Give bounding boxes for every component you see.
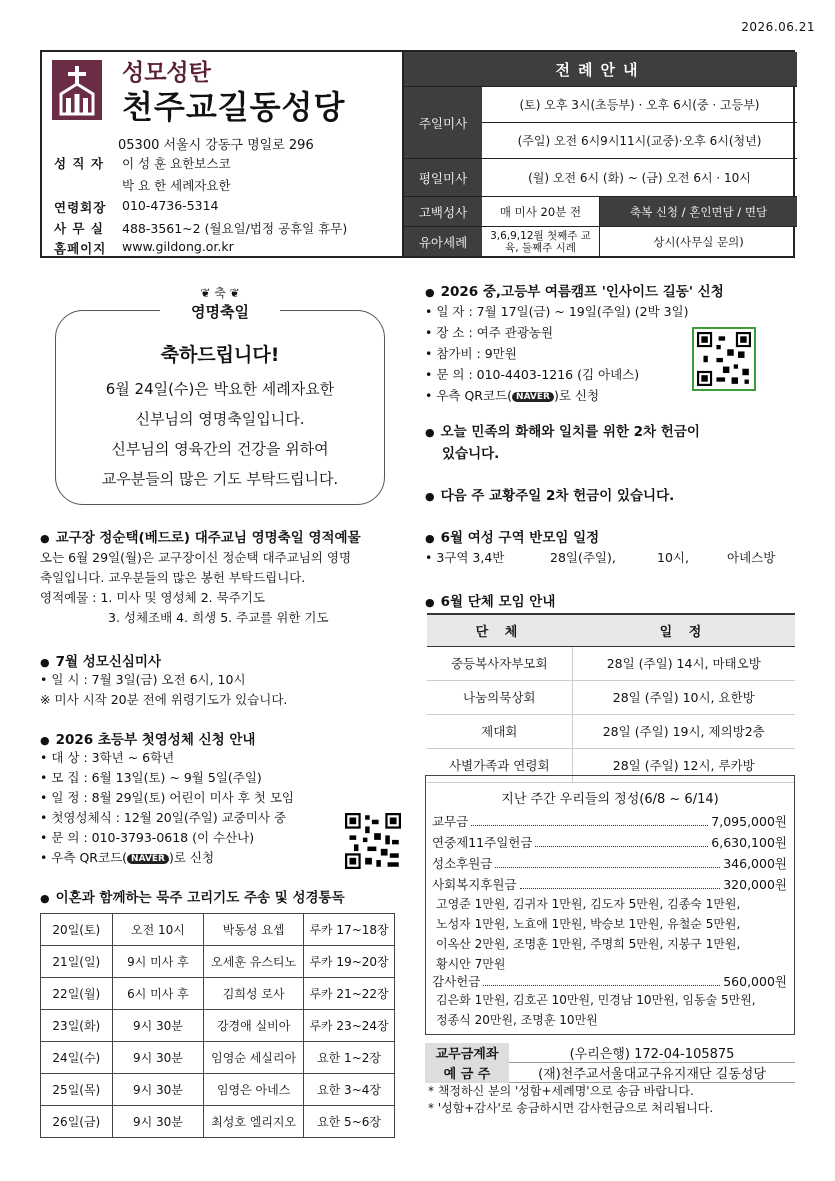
rosary-date: 23일(화) [41, 1010, 113, 1042]
feast-banner-title: 영명축일 [160, 301, 280, 322]
offering-row [432, 972, 787, 990]
group-row [427, 680, 795, 714]
dot-leader [483, 972, 720, 986]
communion-line-2: • 모 집 : 6월 13일(토) ~ 9월 5일(주일) [40, 770, 262, 785]
bishop-feast-title: ● 교구장 정순택(베드로) 대주교님 영명축일 영적예물 [40, 526, 361, 546]
naver-logo: NAVER [127, 854, 169, 864]
rosary-time: 6시 미사 후 [112, 978, 204, 1010]
infant-baptism-schedule: 3,6,9,12월 첫째주 교육, 둘째주 시례 [482, 227, 600, 256]
rosary-date: 25일(목) [41, 1074, 113, 1106]
donor-list [436, 894, 740, 974]
bishop-line-4: 3. 성체조배 4. 희생 5. 주교를 위한 기도 [108, 610, 329, 625]
bank-info [425, 1043, 795, 1083]
feast-banner [160, 284, 280, 322]
rosary-reading: 요한 1~2장 [304, 1042, 395, 1074]
group-name: 제대회 [427, 714, 572, 748]
rosary-date: 22일(월) [41, 978, 113, 1010]
parish-title: 천주교길동성당 [122, 88, 346, 126]
rosary-row [41, 1106, 395, 1138]
weekday-mass-label: 평일미사 [404, 159, 482, 196]
sunday-mass-label: 주일미사 [404, 87, 482, 158]
notice-collection-2: ● 다음 주 교황주일 2차 헌금이 있습니다. [425, 484, 674, 504]
mass-schedule [402, 52, 795, 256]
laurel-left-icon: ❦ [200, 286, 211, 300]
anytime-inquiry: 상시(사무실 문의) [653, 234, 744, 249]
offering-row [432, 854, 787, 872]
communion-line-1: • 대 상 : 3학년 ~ 6학년 [40, 750, 175, 765]
offering-label: 연중제11주일헌금 [432, 835, 533, 850]
rosary-leader: 최성호 엘리지오 [204, 1106, 304, 1138]
dot-leader [535, 833, 708, 847]
offering-amount: 320,000원 [723, 877, 787, 892]
donor-line: 이옥산 2만원, 조명훈 1만원, 주명희 5만원, 지봉구 1만원, [436, 937, 741, 951]
laurel-right-icon: ❦ [229, 286, 240, 300]
groups-title: ● 6월 단체 모임 안내 [425, 590, 555, 610]
group-name: 나눔의묵상회 [427, 680, 572, 714]
rosary-leader: 임영은 아네스 [204, 1074, 304, 1106]
groups-col-group: 단 체 [427, 614, 572, 646]
rosary-reading: 루카 21~22장 [304, 978, 395, 1010]
offering-label: 감사헌금 [432, 974, 481, 989]
feast-line-5: 교우분들의 많은 기도 부탁드립니다. [101, 470, 339, 488]
group-schedule: 28일 (주일) 19시, 제의방2층 [572, 714, 795, 748]
communion-line-3: • 일 정 : 8월 29일(토) 어린이 미사 후 첫 모임 [40, 790, 294, 805]
group-schedule: 28일 (주일) 12시, 루카방 [572, 748, 795, 782]
offering-amount: 346,000원 [723, 856, 787, 871]
group-name: 사별가족과 연령회 [427, 748, 572, 782]
sunday-mass-sunday: (주일) 오전 6시9시11시(교중)·오후 6시(청년) [517, 134, 762, 148]
blessing-request: 축복 신청 / 혼인면담 / 면담 [600, 197, 797, 226]
donor-line: 정종식 20만원, 조명훈 10만원 [436, 1013, 598, 1027]
rosary-time: 9시 30분 [112, 1106, 204, 1138]
naver-logo: NAVER [512, 392, 554, 402]
communion-line-6: • 우측 QR코드( NAVER )로 신청 [40, 850, 215, 865]
bank-note-1: * 책정하신 분의 '성함+세례명'으로 송금 바랍니다. [428, 1084, 694, 1098]
web-row [54, 239, 234, 257]
feast-line-4: 신부님의 영육간의 건강을 위하여 [111, 440, 329, 458]
group-name: 중등복사자부모회 [427, 646, 572, 680]
rosary-leader: 오세훈 유스티노 [204, 946, 304, 978]
offering-row [432, 875, 787, 893]
parish-info [42, 52, 402, 256]
weekday-mass-row [404, 158, 797, 196]
mass-schedule-heading: 전례안내 [404, 52, 797, 86]
confession-time: 매 미사 20분 전 [482, 197, 600, 226]
groups-col-schedule: 일 정 [572, 614, 795, 646]
rosary-reading: 루카 23~24장 [304, 1010, 395, 1042]
council-phone: 010-4736-5314 [122, 198, 219, 213]
parish-subtitle: 성모성탄 [122, 60, 211, 86]
pastor-1: 이 성 훈 요한보스코 [122, 156, 231, 171]
weekday-mass-times: (월) 오전 6시 (화) ~ (금) 오전 6시 · 10시 [528, 171, 751, 185]
group-schedule: 28일 (주일) 14시, 마태오방 [572, 646, 795, 680]
rosary-leader: 강경애 실비아 [204, 1010, 304, 1042]
infant-baptism-label: 유아세례 [404, 227, 482, 256]
group-row [427, 714, 795, 748]
communion-line-5: • 문 의 : 010-3793-0618 (이 수산나) [40, 830, 255, 845]
rosary-date: 26일(금) [41, 1106, 113, 1138]
camp-line-3: • 참가비 : 9만원 [425, 346, 517, 361]
rosary-time: 9시 30분 [112, 1042, 204, 1074]
feast-line-2: 6월 24일(수)은 박요한 세례자요한 [105, 380, 335, 398]
office-row [54, 219, 347, 237]
rosary-reading: 루카 19~20장 [304, 946, 395, 978]
offering-amount: 6,630,100원 [711, 835, 787, 850]
rosary-title: ● 이혼과 함께하는 묵주 고리기도 주송 및 성경통독 [40, 886, 345, 906]
dot-leader [495, 854, 720, 868]
donor-line: 노성자 1만원, 노효애 1만원, 박승보 1만원, 유철순 5만원, [436, 917, 741, 931]
group-row [427, 646, 795, 680]
communion-title: ● 2026 초등부 첫영성체 신청 안내 [40, 728, 255, 748]
offering-row [432, 812, 787, 830]
camp-line-1: • 일 자 : 7월 17일(금) ~ 19일(주일) (2박 3일) [425, 304, 689, 319]
groups-table [427, 613, 795, 783]
qr-code-icon[interactable] [340, 808, 404, 872]
rosary-time: 오전 10시 [112, 914, 204, 946]
donor-line: 고영준 1만원, 김귀자 1만원, 김도자 5만원, 김종숙 1만원, [436, 897, 741, 911]
feast-banner-top: ❦ 축 ❦ [200, 286, 240, 300]
council-label: 연령회장 [54, 200, 107, 215]
feast-line-1: 축하드립니다! [160, 344, 280, 366]
offering-amount: 560,000원 [723, 974, 787, 989]
pastor-2: 박 요 한 세례자요한 [122, 178, 231, 193]
notice-collection-1: ● 오늘 민족의 화해와 일치를 위한 2차 헌금이 [425, 420, 700, 440]
heart-mass-line-1: • 일 시 : 7월 3일(금) 오전 6시, 10시 [40, 672, 246, 687]
rosary-row [41, 1042, 395, 1074]
rosary-row [41, 1074, 395, 1106]
camp-qr-code-icon[interactable] [692, 327, 756, 391]
rosary-row [41, 1010, 395, 1042]
bishop-line-1: 오는 6월 29일(월)은 교구장이신 정순택 대주교님의 영명 [40, 550, 352, 565]
office-phone: 488-3561~2 (월요일/법정 공휴일 휴무) [122, 221, 348, 236]
heart-mass-line-2: ※ 미사 시작 20분 전에 위령기도가 있습니다. [40, 692, 288, 707]
camp-line-2: • 장 소 : 여주 관광농원 [425, 325, 554, 340]
women-meeting-time: 10시, [657, 550, 689, 565]
office-label: 사 무 실 [54, 221, 104, 236]
offering-amount: 7,095,000원 [711, 814, 787, 829]
donor-list [436, 990, 756, 1030]
women-meeting-area: • 3구역 3,4반 [425, 550, 505, 565]
offering-title: 지난 주간 우리들의 정성(6/8 ~ 6/14) [501, 792, 719, 807]
donor-line: 김은화 1만원, 김호곤 10만원, 민경남 10만원, 임동술 5만원, [436, 993, 756, 1007]
rosary-row [41, 946, 395, 978]
rosary-leader: 김희성 로사 [204, 978, 304, 1010]
rosary-time: 9시 30분 [112, 1074, 204, 1106]
bishop-line-2: 축일입니다. 교우분들의 많은 봉헌 부탁드립니다. [40, 570, 306, 585]
account-holder-label: 예 금 주 [425, 1063, 509, 1083]
offering-box [425, 775, 795, 1035]
women-meeting-place: 아녜스방 [727, 550, 776, 565]
camp-title: ● 2026 중,고등부 여름캠프 '인사이드 길동' 신청 [425, 280, 724, 300]
account-holder-name: (재)천주교서울대교구유지재단 길동성당 [509, 1063, 795, 1083]
rosary-date: 24일(수) [41, 1042, 113, 1074]
offering-row [432, 833, 787, 851]
bulletin-date: 2026.06.21 [741, 20, 815, 34]
bank-note-2: * '성함+감사'로 송금하시면 감사헌금으로 처리됩니다. [428, 1101, 714, 1115]
donor-line: 황시안 7만원 [436, 957, 506, 971]
camp-line-5: • 우측 QR코드( NAVER )로 신청 [425, 388, 600, 403]
group-schedule: 28일 (주일) 10시, 요한방 [572, 680, 795, 714]
rosary-table [40, 913, 395, 1138]
rosary-reading: 루카 17~18장 [304, 914, 395, 946]
dot-leader [471, 812, 708, 826]
bishop-line-3: 영적예물 : 1. 미사 및 영성체 2. 묵주기도 [40, 590, 265, 605]
camp-line-4: • 문 의 : 010-4403-1216 (김 아녜스) [425, 367, 640, 382]
rosary-leader: 박동성 요셉 [204, 914, 304, 946]
rosary-time: 9시 30분 [112, 1010, 204, 1042]
rosary-leader: 임영순 세실리아 [204, 1042, 304, 1074]
web-label: 홈페이지 [54, 241, 107, 256]
rosary-reading: 요한 3~4장 [304, 1074, 395, 1106]
women-meeting-date: 28일(주일), [550, 550, 616, 565]
bank-account-number: (우리은행) 172-04-105875 [509, 1043, 795, 1063]
council-row [54, 198, 219, 216]
homepage-link[interactable]: www.gildong.or.kr [122, 239, 234, 254]
offering-label: 성소후원금 [432, 856, 493, 871]
offering-label: 교무금 [432, 814, 469, 829]
rosary-date: 21일(일) [41, 946, 113, 978]
rosary-time: 9시 미사 후 [112, 946, 204, 978]
confession-label: 고백성사 [404, 197, 482, 226]
rosary-row [41, 978, 395, 1010]
bank-account-label: 교무금계좌 [425, 1043, 509, 1063]
offering-label: 사회복지후원금 [432, 877, 517, 892]
pastor-label: 성 직 자 [54, 156, 104, 171]
communion-line-4: • 첫영성체식 : 12월 20일(주일) 교중미사 중 [40, 810, 287, 825]
confession-row [404, 196, 797, 226]
women-meeting-title: ● 6월 여성 구역 반모임 일정 [425, 526, 599, 546]
sunday-mass-saturday: (토) 오후 3시(초등부) · 오후 6시(중 · 고등부) [482, 87, 797, 123]
pastor-row [54, 154, 231, 172]
header-box [40, 50, 795, 258]
sunday-mass-row [404, 86, 797, 158]
parish-logo-icon [52, 60, 102, 120]
parish-address: 05300 서울시 강동구 명일로 296 [118, 138, 314, 153]
heart-mass-title: ● 7월 성모신심미사 [40, 650, 161, 670]
notice-collection-1b: 있습니다. [442, 446, 500, 462]
feast-line-3: 신부님의 영명축일입니다. [135, 410, 305, 428]
dot-leader [520, 875, 721, 889]
rosary-row [41, 914, 395, 946]
rosary-date: 20일(토) [41, 914, 113, 946]
infant-baptism-row [404, 226, 797, 256]
rosary-reading: 요한 5~6장 [304, 1106, 395, 1138]
pastor-row-2 [54, 176, 231, 194]
